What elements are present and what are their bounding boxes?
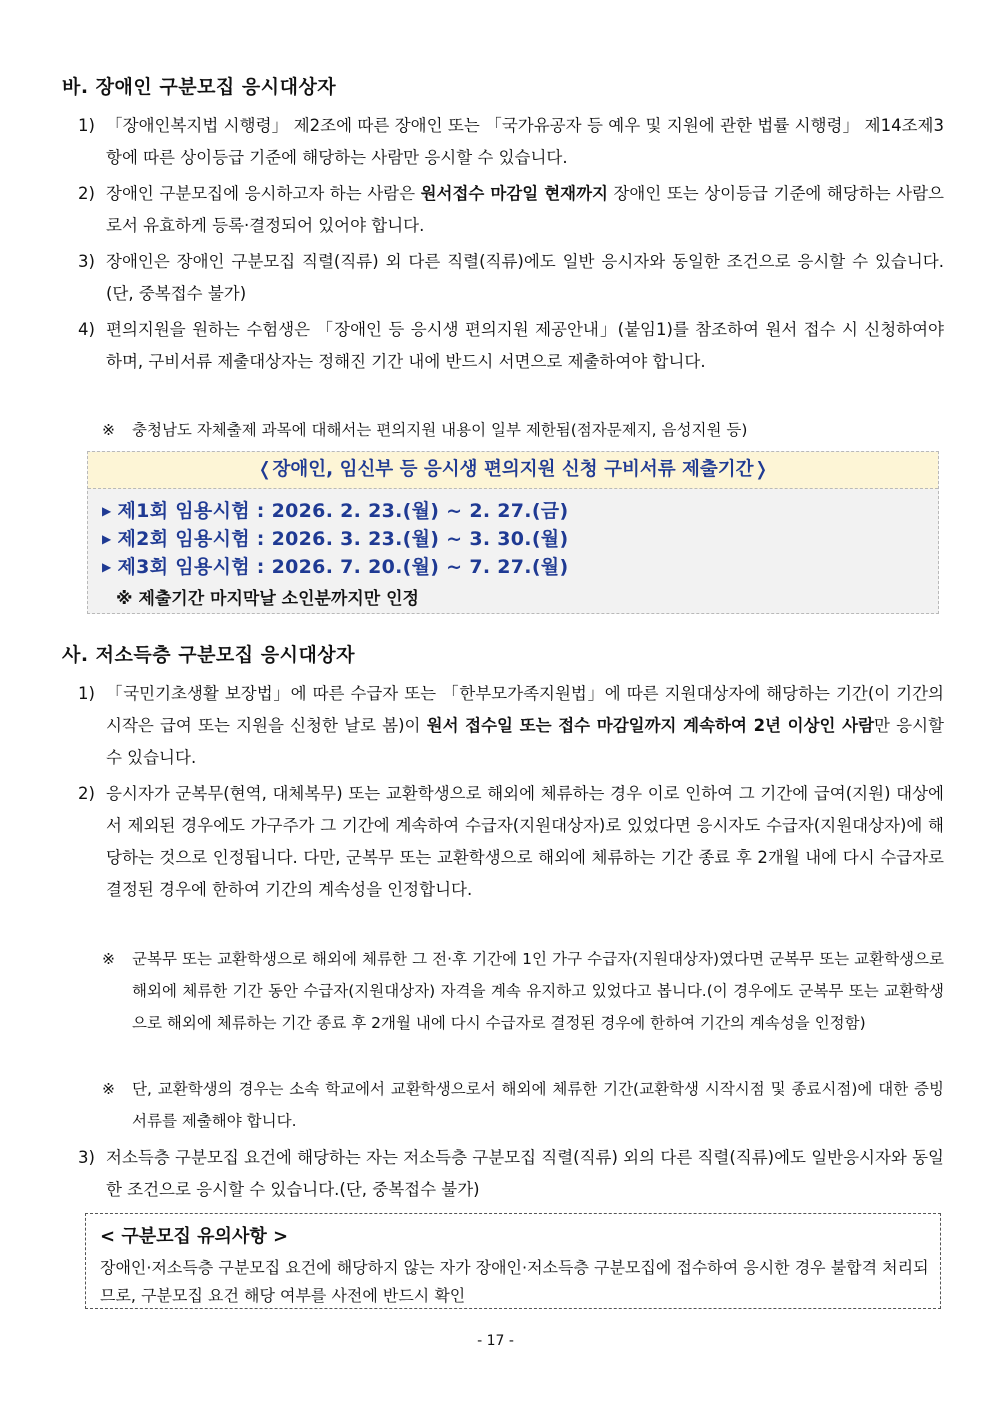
triangle-bullet-icon: ▶ xyxy=(102,532,112,546)
item-text: 편의지원을 원하는 수험생은 「장애인 등 응시생 편의지원 제공안내」(붙임1)를 참조하여 원서 접수 시 신청하여야 하며, 구비서류 제출대상자는 정해진 기간 내에 반드시 서면으로 제출하여야 합니다. xyxy=(106,320,944,371)
schedule-row xyxy=(102,552,568,579)
list-item xyxy=(78,110,944,174)
list-item xyxy=(78,678,944,774)
section-title-disabled: 바. 장애인 구분모집 응시대상자 xyxy=(62,76,337,98)
item-text: 응시자가 군복무(현역, 대체복무) 또는 교환학생으로 해외에 체류하는 경우 이로 인하여 그 기간에 급여(지원) 대상에서 제외된 경우에도 가구주가 그 기간에 계속하여 수급자(지원대상자)로 있었다면 응시자도 수급자(지원대상자)에 해당하는 것으로 인정됩니다. 다만, 군복무 또는 교환학생으로 해외에 체류하는 기간 종료 후 2개월 내에 다시 수급자로 결정된 경우에 한하여 기간의 계속성을 인정합니다. xyxy=(106,784,944,899)
box-note: ※ 제출기간 마지막날 소인분까지만 인정 xyxy=(116,589,419,609)
note xyxy=(102,943,944,1039)
accommodation-schedule-box xyxy=(87,451,939,614)
box-body: 장애인·저소득층 구분모집 요건에 해당하지 않는 자가 장애인·저소득층 구분모집에 접수하여 응시한 경우 불합격 처리되므로, 구분모집 요건 해당 여부를 사전에 반드시 확인 xyxy=(100,1258,929,1305)
note-mark: ※ xyxy=(102,1080,115,1098)
note xyxy=(102,1073,944,1137)
note-text: 단, 교환학생의 경우는 소속 학교에서 교환학생으로서 해외에 체류한 기간(교환학생 시작시점 및 종료시점)에 대한 증빙서류를 제출해야 합니다. xyxy=(132,1080,944,1130)
page-number: - 17 - xyxy=(477,1333,514,1349)
note xyxy=(102,414,944,446)
schedule-text: 제2회 임용시험 : 2026. 3. 23.(월) ~ 3. 30.(월) xyxy=(117,528,569,550)
item-number: 3) xyxy=(78,252,95,271)
item-text: 장애인은 장애인 구분모집 직렬(직류) 외 다른 직렬(직류)에도 일반 응시자와 동일한 조건으로 응시할 수 있습니다.(단, 중복접수 불가) xyxy=(106,252,944,303)
list-item xyxy=(78,178,944,242)
item-number: 1) xyxy=(78,684,95,703)
triangle-bullet-icon: ▶ xyxy=(102,504,112,518)
note-mark: ※ xyxy=(102,421,115,439)
item-number: 2) xyxy=(78,184,95,203)
note-text: 군복무 또는 교환학생으로 해외에 체류한 그 전·후 기간에 1인 가구 수급자(지원대상자)였다면 군복무 또는 교환학생으로 해외에 체류한 기간 동안 수급자(지원대상자) 자격을 계속 유지하고 있었다고 봅니다.(이 경우에도 군복무 또는 교환학생으로 해외에 체류하는 기간 종료 후 2개월 내에 다시 수급자로 결정된 경우에 한하여 기간의 계속성을 인정함) xyxy=(132,950,944,1032)
box-title: < 구분모집 유의사항 > xyxy=(100,1226,289,1247)
list-item xyxy=(78,778,944,906)
note-text: 충청남도 자체출제 과목에 대해서는 편의지원 내용이 일부 제한됨(점자문제지, 음성지원 등) xyxy=(132,421,748,439)
item-text: 「장애인복지법 시행령」 제2조에 따른 장애인 또는 「국가유공자 등 예우 및 지원에 관한 법률 시행령」 제14조제3항에 따른 상이등급 기준에 해당하는 사람만 응시할 수 있습니다. xyxy=(106,116,944,167)
schedule-row xyxy=(102,524,568,551)
schedule-row xyxy=(102,496,568,523)
item-text: 「국민기초생활 보장법」에 따른 수급자 또는 「한부모가족지원법」에 따른 지원대상자에 해당하는 기간(이 기간의 시작은 급여 또는 지원을 신청한 날로 봄)이 원서 접수일 또는 접수 마감일까지 계속하여 2년 이상인 사람만 응시할 수 있습니다. xyxy=(106,684,944,767)
item-number: 1) xyxy=(78,116,95,135)
triangle-bullet-icon: ▶ xyxy=(102,560,112,574)
schedule-text: 제1회 임용시험 : 2026. 2. 23.(월) ~ 2. 27.(금) xyxy=(117,500,569,522)
item-number: 4) xyxy=(78,320,95,339)
box-title: ❬장애인, 임신부 등 응시생 편의지원 신청 구비서류 제출기간❭ xyxy=(88,452,938,489)
schedule-text: 제3회 임용시험 : 2026. 7. 20.(월) ~ 7. 27.(월) xyxy=(117,556,569,578)
item-text: 저소득층 구분모집 요건에 해당하는 자는 저소득층 구분모집 직렬(직류) 외의 다른 직렬(직류)에도 일반응시자와 동일한 조건으로 응시할 수 있습니다.(단, 중복접수 불가) xyxy=(106,1148,944,1199)
section-title-low-income: 사. 저소득층 구분모집 응시대상자 xyxy=(62,644,356,666)
caution-box xyxy=(85,1213,941,1309)
list-item xyxy=(78,314,944,378)
item-text: 장애인 구분모집에 응시하고자 하는 사람은 원서접수 마감일 현재까지 장애인 또는 상이등급 기준에 해당하는 사람으로서 유효하게 등록·결정되어 있어야 합니다. xyxy=(106,184,944,235)
list-item xyxy=(78,246,944,310)
item-number: 2) xyxy=(78,784,95,803)
note-mark: ※ xyxy=(102,950,115,968)
item-number: 3) xyxy=(78,1148,95,1167)
list-item xyxy=(78,1142,944,1206)
